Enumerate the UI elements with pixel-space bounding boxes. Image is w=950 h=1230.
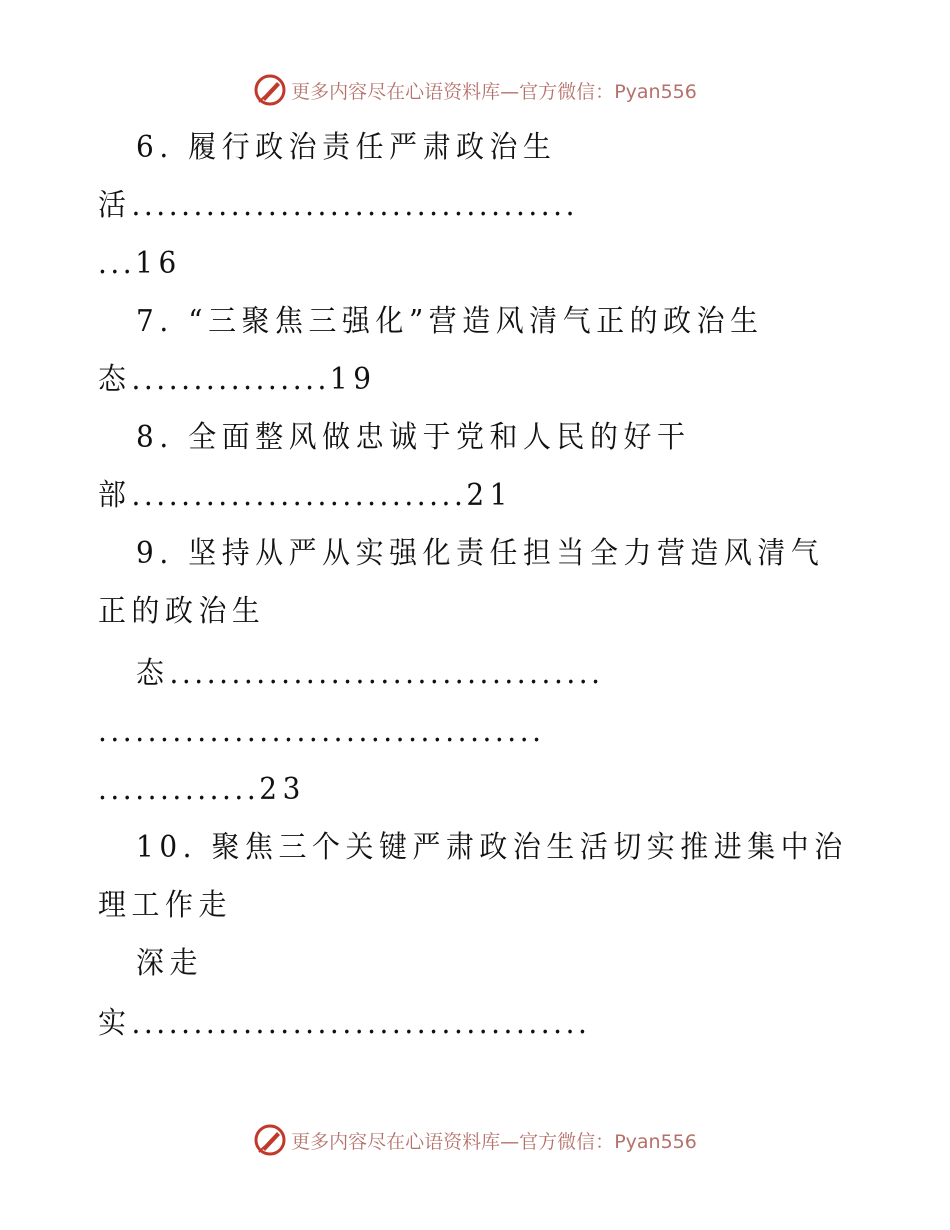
toc-entry-10-title[interactable]: 10. 聚焦三个关键严肃政治生活切实推进集中治: [136, 830, 848, 865]
watermark-separator: —: [500, 1130, 520, 1153]
toc-entry-6-title-cont: 活: [98, 188, 132, 223]
toc-entry-9-line5[interactable]: [98, 772, 306, 808]
toc-entry-9-leader-cont: ....................................: [98, 714, 545, 749]
toc-entry-9-title-cont[interactable]: 正的政治生: [98, 594, 266, 629]
watermark-wechat-id: Pyan556: [614, 80, 697, 103]
toc-entry-10-title-cont2[interactable]: 深走: [136, 946, 203, 981]
toc-entry-8-title[interactable]: 8. 全面整风做忠诚于党和人民的好干: [136, 420, 691, 455]
toc-entry-6-page: 16: [135, 246, 182, 281]
toc-entry-10-title-cont[interactable]: 理工作走: [98, 888, 232, 923]
watermark-site-text: 更多内容尽在心语资料库: [291, 80, 501, 103]
toc-entry-9-title-end: 态: [136, 656, 170, 691]
quill-logo-icon: [253, 1123, 287, 1157]
toc-entry-7-title-cont: 态: [98, 362, 132, 397]
toc-entry-7-page: 19: [329, 362, 377, 397]
watermark-banner-bottom: [0, 1122, 950, 1158]
watermark-separator: —: [500, 80, 520, 103]
toc-entry-7-line2[interactable]: [98, 362, 377, 398]
toc-entry-9-leader: ...................................: [169, 656, 604, 691]
toc-entry-6-leader-cont: ...: [98, 246, 136, 281]
watermark-wechat-label: 官方微信：: [519, 80, 615, 103]
watermark-site-text: 更多内容尽在心语资料库: [291, 1130, 501, 1153]
toc-entry-6-title[interactable]: 6. 履行政治责任严肃政治生: [136, 130, 557, 165]
toc-entry-10-line4[interactable]: [98, 1006, 590, 1042]
toc-entry-6-leader: ....................................: [131, 188, 578, 223]
watermark-text: [291, 1127, 697, 1154]
toc-entry-6-line2[interactable]: [98, 188, 578, 224]
toc-entry-9-line4[interactable]: [98, 714, 545, 750]
toc-entry-9-title[interactable]: 9. 坚持从严从实强化责任担当全力营造风清气: [136, 536, 825, 571]
toc-entry-6-line3[interactable]: [98, 246, 182, 282]
toc-entry-9-line3[interactable]: [136, 656, 604, 692]
toc-entry-8-title-cont: 部: [98, 478, 132, 513]
toc-entry-10-leader: .....................................: [131, 1006, 591, 1041]
toc-entry-8-leader: ...........................: [131, 478, 467, 513]
toc-entry-9-leader-end: .............: [98, 772, 260, 807]
watermark-wechat-label: 官方微信：: [519, 1130, 615, 1153]
toc-entry-8-line2[interactable]: [98, 478, 513, 514]
toc-entry-8-page: 21: [466, 478, 514, 513]
toc-entry-7-leader: ................: [131, 362, 330, 397]
watermark-wechat-id: Pyan556: [614, 1130, 697, 1153]
toc-entry-10-title-end: 实: [98, 1006, 132, 1041]
toc-entry-7-title[interactable]: 7. “三聚焦三强化”营造风清气正的政治生: [136, 304, 764, 339]
toc-entry-9-page: 23: [259, 772, 306, 807]
